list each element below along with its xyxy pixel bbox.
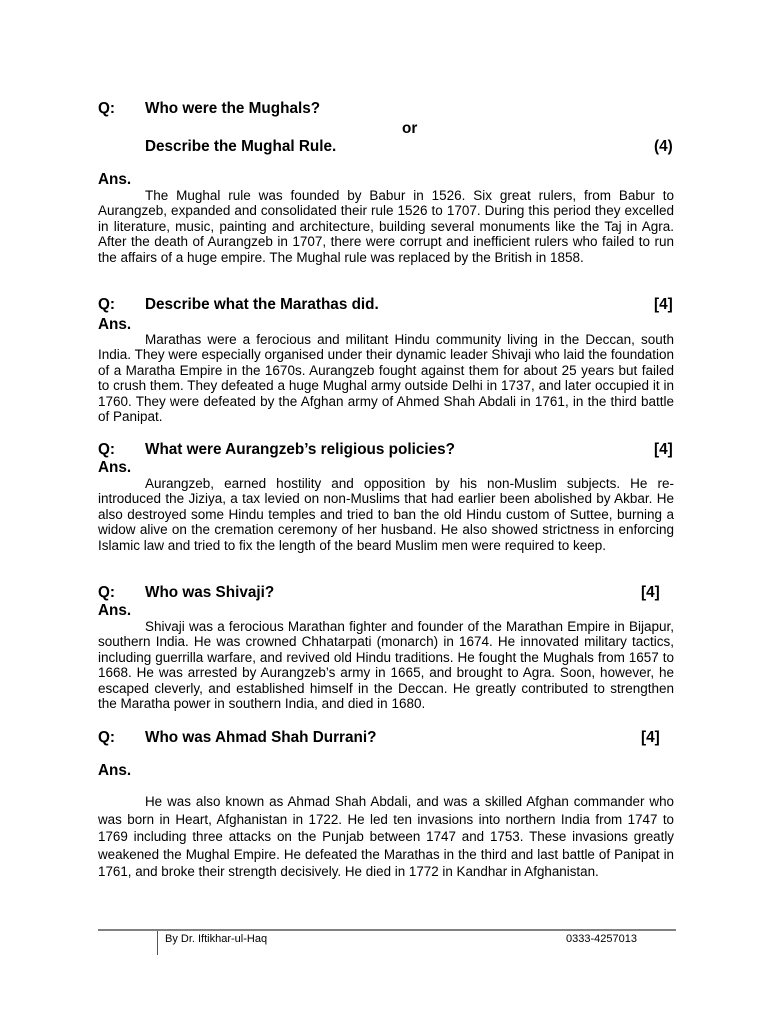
question-marks: [4] xyxy=(641,729,660,746)
answer-2-text: Marathas were a ferocious and militant Hindu community living in the Deccan, south India. They were especially organised under their dynamic leader Shivaji who laid the foundation of a Maratha Empire in the 1670s. Aurangzeb fought against them for about 25 years but failed to crush them. They defeated a huge Mughal army outside Delhi in 1737, and later occupied it in 1760. They were defeated by the Afghan army of Ahmed Shah Abdali in 1761, in the third battle of Panipat. xyxy=(98,332,674,425)
question-text: Who were the Mughals? xyxy=(145,100,321,117)
answer-3-text: Aurangzeb, earned hostility and opposition by his non-Muslim subjects. He re-introduced the Jiziya, a tax levied on non-Muslims that had earlier been abolished by Akbar. He also destroyed some Hindu temples and tried to ban the old Hindu custom of Suttee, burning a widow alive on the cremation ceremony of her husband. He also showed strictness in enforcing Islamic law and tried to fix the length of the beard Muslim men were required to keep. xyxy=(98,476,674,553)
answer-1-text: The Mughal rule was founded by Babur in 1526. Six great rulers, from Babur to Aurangzeb, expanded and consolidated their rule 1526 to 1707. During this period they excelled in literature, music, painting and architecture, building several monuments like the Taj in Agra. After the death of Aurangzeb in 1707, there were corrupt and inefficient rulers who failed to run the affairs of a huge empire. The Mughal rule was replaced by the British in 1858. xyxy=(98,188,674,265)
answer-label: Ans. xyxy=(98,459,132,476)
answer-5-text: He was also known as Ahmad Shah Abdali, and was a skilled Afghan commander who was born in Heart, Afghanistan in 1722. He led ten invasions into northern India from 1747 to 1769 including three attacks on the Punjab between 1747 and 1753. These invasions greatly weakened the Mughal Empire. He defeated the Marathas in the third and last battle of Panipat in 1761, and broke their strength decisively. He died in 1772 in Kandhar in Afghanistan. xyxy=(98,794,674,880)
footer-author: By Dr. Iftikhar-ul-Haq xyxy=(165,933,268,945)
footer-vertical-divider xyxy=(157,931,158,955)
footer-divider xyxy=(98,929,676,931)
footer-phone: 0333-4257013 xyxy=(566,933,637,945)
answer-label: Ans. xyxy=(98,762,132,779)
question-text: Who was Shivaji? xyxy=(145,584,275,601)
question-label: Q: xyxy=(98,296,115,313)
question-2 xyxy=(98,296,676,316)
question-label: Q: xyxy=(98,584,115,601)
question-marks: (4) xyxy=(654,138,673,155)
question-5 xyxy=(98,729,676,749)
question-text: What were Aurangzeb’s religious policies? xyxy=(145,441,455,458)
question-text: Who was Ahmad Shah Durrani? xyxy=(145,729,377,746)
question-marks: [4] xyxy=(654,441,673,458)
question-marks: [4] xyxy=(641,584,660,601)
question-text: Describe what the Marathas did. xyxy=(145,296,379,313)
answer-label: Ans. xyxy=(98,316,132,333)
answer-label: Ans. xyxy=(98,171,132,188)
question-label: Q: xyxy=(98,729,115,746)
or-connector: or xyxy=(402,120,418,137)
question-4 xyxy=(98,584,676,604)
question-text-alt: Describe the Mughal Rule. xyxy=(145,138,337,155)
question-1 xyxy=(98,100,676,170)
question-label: Q: xyxy=(98,100,115,117)
answer-label: Ans. xyxy=(98,602,132,619)
question-marks: [4] xyxy=(654,296,673,313)
answer-4-text: Shivaji was a ferocious Marathan fighter and founder of the Marathan Empire in Bijapur, southern India. He was crowned Chhatarpati (monarch) in 1674. He innovated military tactics, including guerrilla warfare, and revived old Hindu traditions. He fought the Mughals from 1657 to 1668. He was arrested by Aurangzeb’s army in 1665, and brought to Agra. Soon, however, he escaped cleverly, and established himself in the Deccan. He greatly contributed to strengthen the Maratha power in southern India, and died in 1680. xyxy=(98,619,674,712)
question-label: Q: xyxy=(98,441,115,458)
question-3 xyxy=(98,441,676,461)
